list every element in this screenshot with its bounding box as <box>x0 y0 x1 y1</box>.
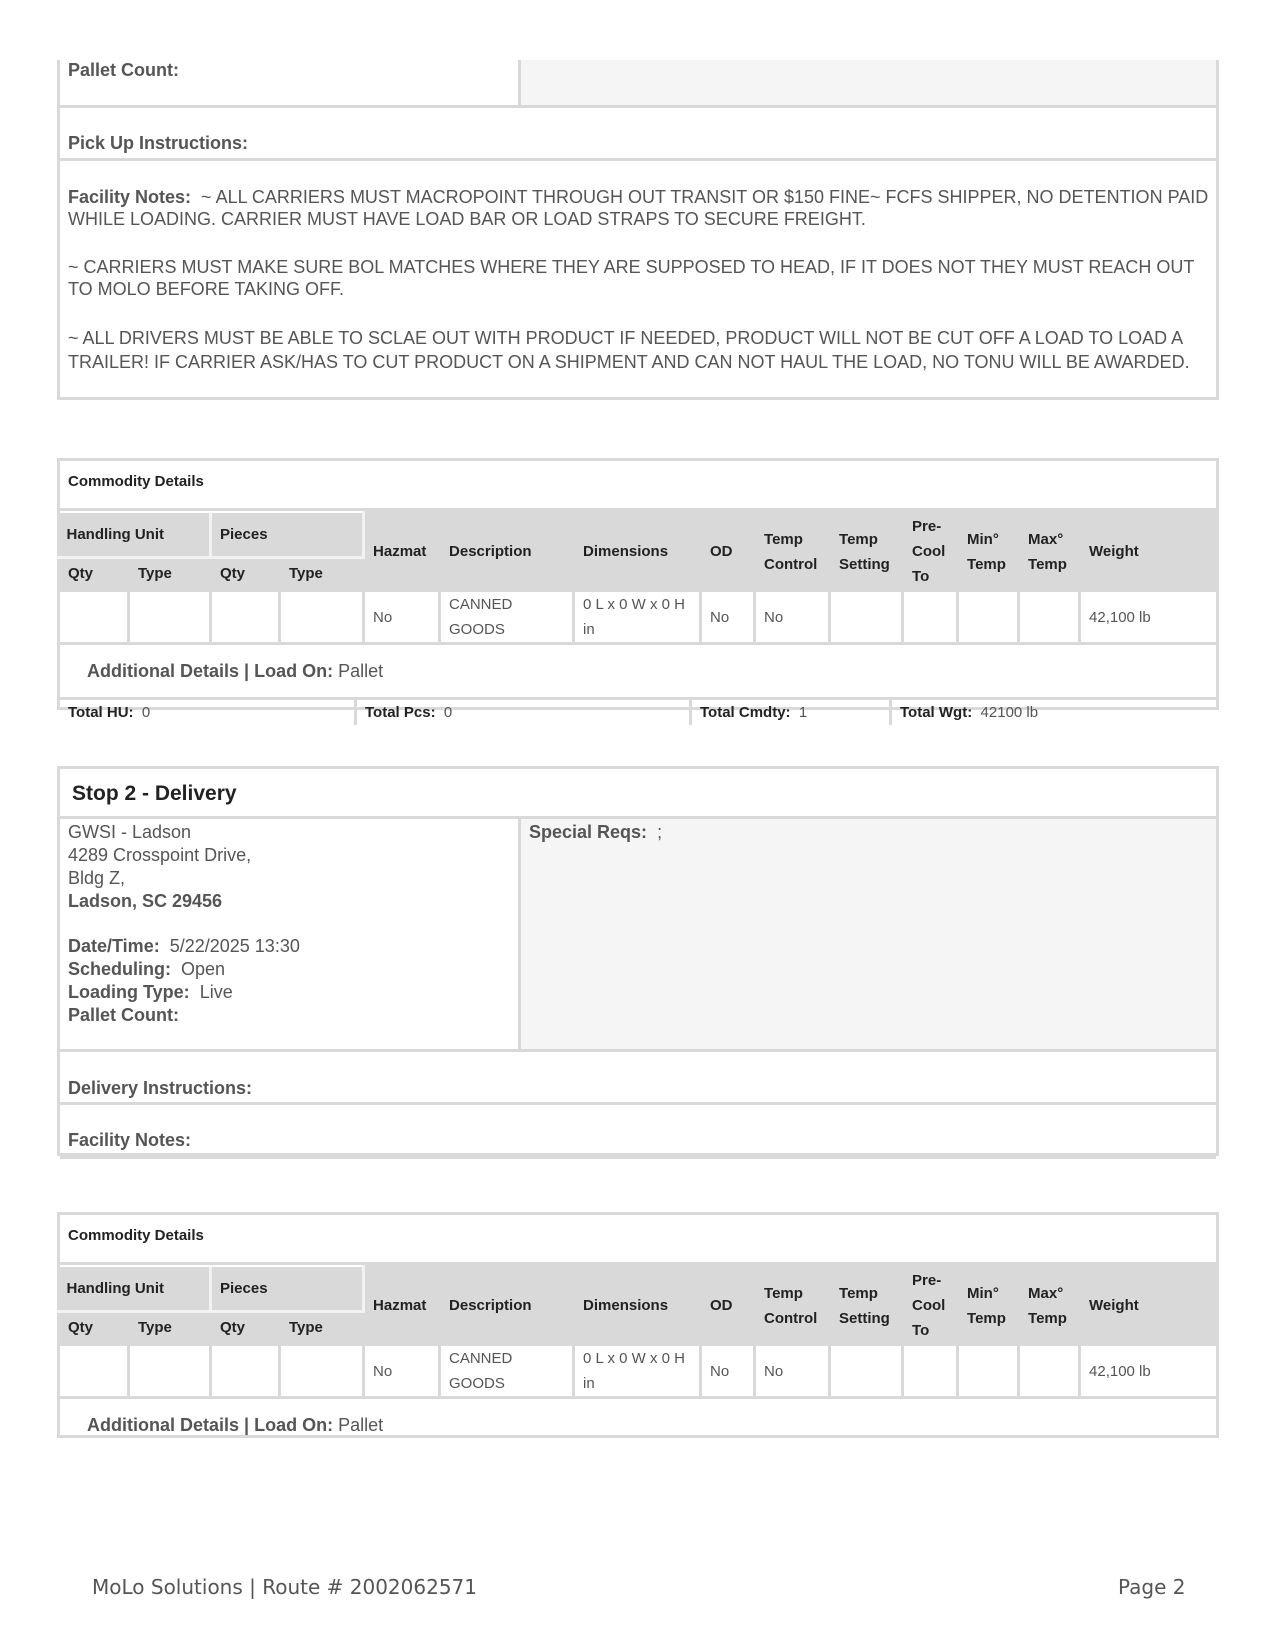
dimensions-header: Dimensions <box>574 1267 701 1345</box>
location-name: GWSI - Ladson <box>68 822 192 842</box>
pre-cool-cell <box>903 591 958 644</box>
total-hu-label: Total HU: <box>68 704 134 721</box>
pcs-type-cell <box>280 1345 364 1398</box>
description-header: Description <box>440 1267 574 1345</box>
facility-notes-label-2: Facility Notes: <box>68 1130 192 1150</box>
load-on-label: Load On: <box>254 661 334 681</box>
city-state-zip: Ladson, SC 29456 <box>68 891 223 911</box>
delivery-instructions-label: Delivery Instructions: <box>68 1078 253 1098</box>
hu-qty-cell <box>59 1345 129 1398</box>
temp-control-cell: No <box>755 1345 830 1398</box>
weight-header: Weight <box>1080 513 1218 591</box>
special-reqs-panel <box>518 60 1216 105</box>
hazmat-cell: No <box>364 591 440 644</box>
table-row <box>59 591 1218 644</box>
load-on-value: Pallet <box>338 1415 384 1435</box>
weight-header: Weight <box>1080 1267 1218 1345</box>
scheduling-line <box>68 958 300 981</box>
datetime-label: Date/Time: <box>68 936 160 956</box>
od-cell: No <box>701 591 755 644</box>
loading-type-line <box>68 981 300 1004</box>
min-temp-cell <box>958 591 1019 644</box>
hazmat-header: Hazmat <box>364 513 440 591</box>
commodity-details-1 <box>57 458 1219 721</box>
hazmat-cell: No <box>364 1345 440 1398</box>
facility-notes-text-1: ~ ALL CARRIERS MUST MACROPOINT THROUGH OUT TRANSIT OR $150 FINE~ FCFS SHIPPER, NO DETENTION PAID WHILE LOADING. CARRIER MUST HAVE LOAD BAR OR LOAD STRAPS TO SECURE FREIGHT. <box>68 187 1209 229</box>
totals-row <box>60 700 1216 725</box>
scheduling-label: Scheduling: <box>68 959 171 979</box>
datetime-value: 5/22/2025 13:30 <box>169 936 300 956</box>
total-cmdty-label: Total Cmdty: <box>700 704 791 721</box>
pcs-type-header: Type <box>280 1311 364 1344</box>
facility-notes-label: Facility Notes: <box>68 187 192 207</box>
pallet-count-label-2: Pallet Count: <box>68 1005 179 1025</box>
dimensions-cell: 0 L x 0 W x 0 H in <box>574 591 701 644</box>
temp-setting-header: Temp Setting <box>830 513 903 591</box>
pickup-instructions-label: Pick Up Instructions: <box>68 133 249 153</box>
additional-details-label: Additional Details <box>87 661 240 681</box>
stop2-box <box>57 766 1219 1156</box>
total-wgt-value: 42100 lb <box>980 704 1039 721</box>
address-line2: Bldg Z, <box>68 868 126 888</box>
dimensions-header: Dimensions <box>574 513 701 591</box>
temp-setting-cell <box>830 591 903 644</box>
total-hu-value: 0 <box>141 704 151 721</box>
commodity-table <box>57 1265 1219 1399</box>
max-temp-cell <box>1019 591 1080 644</box>
facility-notes-p3: ~ ALL DRIVERS MUST BE ABLE TO SCLAE OUT WITH PRODUCT IF NEEDED, PRODUCT WILL NOT BE CUT OFF A LOAD TO LOAD A TRAILER! IF CARRIER ASK/HAS TO CUT PRODUCT ON A SHIPMENT AND CAN NOT HAUL THE LOAD, NO TONU WILL BE AWARDED. <box>68 328 1190 372</box>
pre-cool-header: Pre-Cool To <box>903 513 958 591</box>
stop2-info-row <box>60 819 1216 1052</box>
additional-details-label: Additional Details <box>87 1415 240 1435</box>
dimensions-cell: 0 L x 0 W x 0 H in <box>574 1345 701 1398</box>
pcs-type-header: Type <box>280 557 364 590</box>
od-header: OD <box>701 513 755 591</box>
total-pcs <box>357 700 692 725</box>
additional-details <box>60 645 1216 700</box>
stop2-header <box>60 769 1216 819</box>
description-header: Description <box>440 513 574 591</box>
pcs-qty-header: Qty <box>211 1311 280 1344</box>
load-on-value: Pallet <box>338 661 384 681</box>
temp-setting-cell <box>830 1345 903 1398</box>
min-temp-header: Min° Temp <box>958 513 1019 591</box>
handling-unit-header: Handling Unit <box>59 513 211 558</box>
datetime-line <box>68 935 300 958</box>
footer-page-number: Page 2 <box>1118 1575 1186 1599</box>
weight-cell: 42,100 lb <box>1080 1345 1218 1398</box>
additional-details <box>60 1399 1216 1451</box>
od-cell: No <box>701 1345 755 1398</box>
hu-type-header: Type <box>129 1311 211 1344</box>
stop2-title: Stop 2 - Delivery <box>72 782 237 805</box>
commodity-title: Commodity Details <box>60 1215 1216 1265</box>
loading-type-value: Live <box>199 982 233 1002</box>
handling-unit-header: Handling Unit <box>59 1267 211 1312</box>
temp-control-header: Temp Control <box>755 1267 830 1345</box>
total-wgt-label: Total Wgt: <box>900 704 973 721</box>
description-cell: CANNED GOODS <box>440 1345 574 1398</box>
temp-control-cell: No <box>755 591 830 644</box>
table-row <box>59 1345 1218 1398</box>
total-cmdty-value: 1 <box>798 704 808 721</box>
total-wgt <box>892 700 1216 725</box>
separator: | <box>244 1415 250 1435</box>
max-temp-header: Max° Temp <box>1019 1267 1080 1345</box>
loading-type-label: Loading Type: <box>68 982 190 1002</box>
total-cmdty <box>692 700 892 725</box>
temp-control-header: Temp Control <box>755 513 830 591</box>
facility-notes-row-2 <box>60 1105 1216 1159</box>
od-header: OD <box>701 1267 755 1345</box>
pcs-qty-cell <box>211 591 280 644</box>
special-reqs <box>521 819 1216 846</box>
commodity-details-2 <box>57 1212 1219 1438</box>
pre-cool-cell <box>903 1345 958 1398</box>
stop1-continued-box <box>57 60 1219 400</box>
pickup-instructions-row <box>60 108 1216 161</box>
total-pcs-label: Total Pcs: <box>365 704 436 721</box>
min-temp-cell <box>958 1345 1019 1398</box>
commodity-table <box>57 511 1219 645</box>
max-temp-header: Max° Temp <box>1019 513 1080 591</box>
separator: | <box>244 661 250 681</box>
hu-qty-cell <box>59 591 129 644</box>
load-on-label: Load On: <box>254 1415 334 1435</box>
pcs-qty-header: Qty <box>211 557 280 590</box>
pallet-count-label: Pallet Count: <box>68 60 179 80</box>
footer-route: MoLo Solutions | Route # 2002062571 <box>92 1575 477 1599</box>
pre-cool-header: Pre-Cool To <box>903 1267 958 1345</box>
address-line1: 4289 Crosspoint Drive, <box>68 845 252 865</box>
max-temp-cell <box>1019 1345 1080 1398</box>
scheduling-value: Open <box>181 959 226 979</box>
facility-notes-p1 <box>68 186 1214 230</box>
pallet-count-row <box>60 60 1216 108</box>
commodity-title: Commodity Details <box>60 461 1216 511</box>
total-hu <box>60 700 357 725</box>
pcs-type-cell <box>280 591 364 644</box>
hu-qty-header: Qty <box>59 557 129 590</box>
description-cell: CANNED GOODS <box>440 591 574 644</box>
stop2-address <box>60 821 300 1027</box>
facility-notes-p2: ~ CARRIERS MUST MAKE SURE BOL MATCHES WHERE THEY ARE SUPPOSED TO HEAD, IF IT DOES NOT THEY MUST REACH OUT TO MOLO BEFORE TAKING OFF. <box>68 257 1195 299</box>
delivery-instructions-row <box>60 1052 1216 1105</box>
hazmat-header: Hazmat <box>364 1267 440 1345</box>
total-pcs-value: 0 <box>443 704 453 721</box>
hu-type-cell <box>129 591 211 644</box>
special-reqs-value: ; <box>657 822 663 842</box>
pcs-qty-cell <box>211 1345 280 1398</box>
hu-type-cell <box>129 1345 211 1398</box>
special-reqs-label: Special Reqs: <box>529 822 648 842</box>
weight-cell: 42,100 lb <box>1080 591 1218 644</box>
facility-notes-block <box>60 186 1216 374</box>
min-temp-header: Min° Temp <box>958 1267 1019 1345</box>
hu-qty-header: Qty <box>59 1311 129 1344</box>
pieces-header: Pieces <box>211 1267 364 1312</box>
pieces-header: Pieces <box>211 513 364 558</box>
special-reqs-panel-2 <box>518 819 1216 1049</box>
hu-type-header: Type <box>129 557 211 590</box>
temp-setting-header: Temp Setting <box>830 1267 903 1345</box>
